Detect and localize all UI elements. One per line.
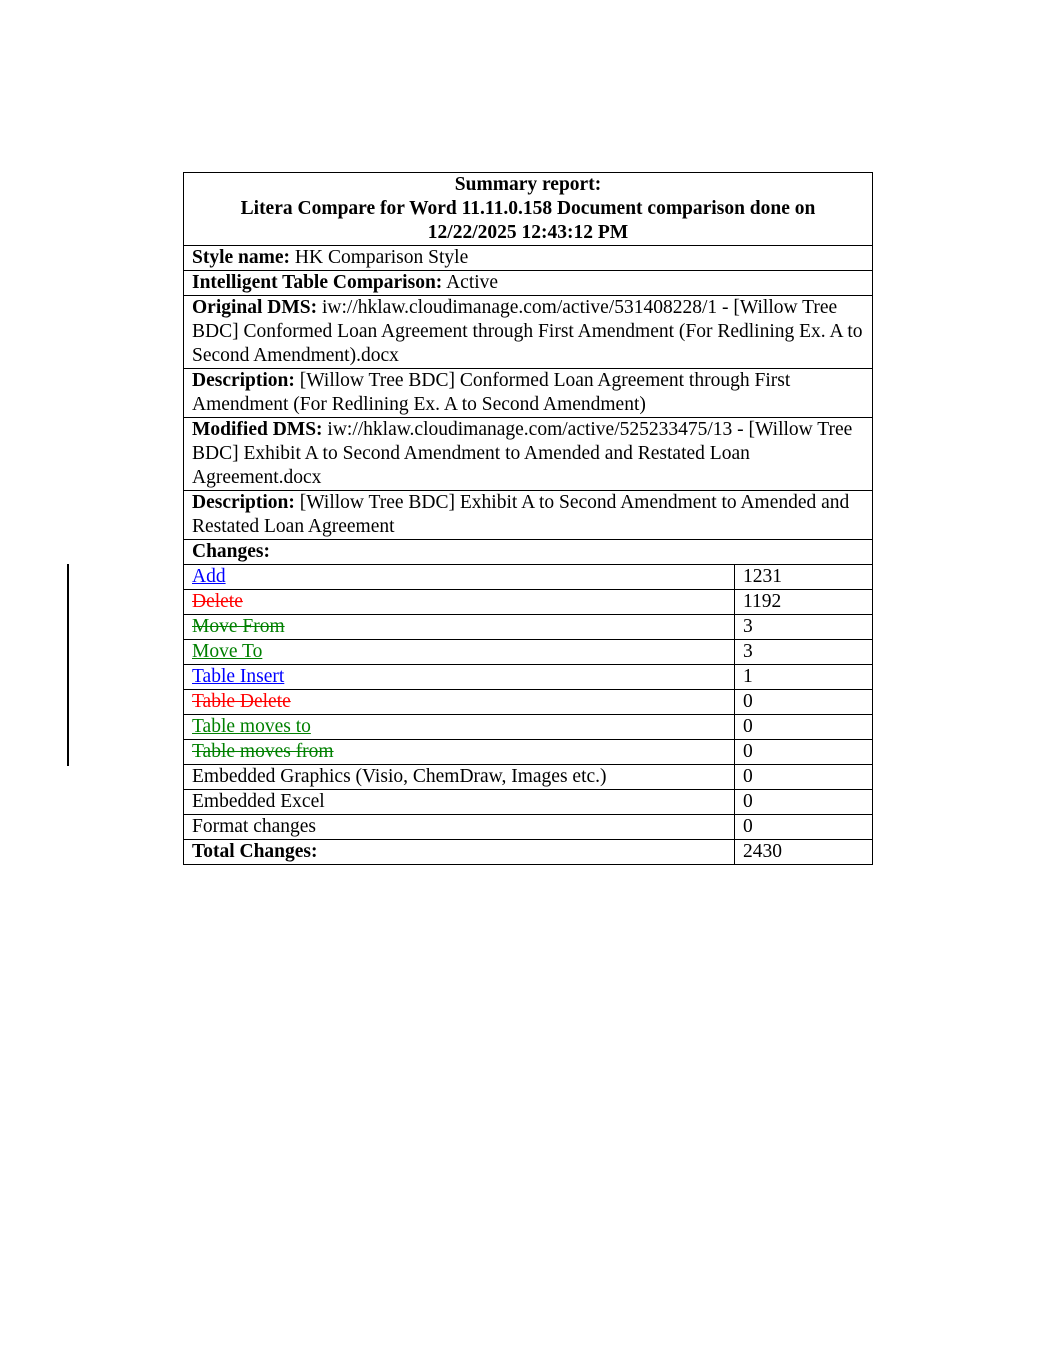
- total-label-cell: [184, 840, 735, 865]
- change-row: [184, 815, 873, 840]
- change-count: 0: [735, 790, 873, 815]
- total-row: [184, 840, 873, 865]
- total-label: Total Changes:: [192, 841, 318, 862]
- change-count: 0: [735, 815, 873, 840]
- info-row: [184, 369, 873, 418]
- change-type: Move To: [192, 641, 263, 662]
- info-label: Original DMS:: [192, 297, 318, 318]
- change-type: Table moves from: [192, 741, 334, 762]
- changes-label: Changes:: [192, 541, 271, 562]
- change-type-cell: [184, 740, 735, 765]
- change-type-cell: [184, 565, 735, 590]
- change-count: 3: [735, 615, 873, 640]
- report-header-row: [184, 173, 873, 246]
- change-type-cell: [184, 765, 735, 790]
- info-cell: [184, 271, 873, 296]
- change-bar: [67, 564, 69, 766]
- change-type: Delete: [192, 591, 243, 612]
- change-type-cell: [184, 790, 735, 815]
- info-cell: [184, 369, 873, 418]
- change-row: [184, 765, 873, 790]
- change-count: 0: [735, 740, 873, 765]
- change-row: [184, 565, 873, 590]
- change-row: [184, 615, 873, 640]
- changes-header: [184, 540, 873, 565]
- change-count: 1231: [735, 565, 873, 590]
- change-count: 0: [735, 690, 873, 715]
- change-row: [184, 690, 873, 715]
- change-type-cell: [184, 590, 735, 615]
- info-label: Intelligent Table Comparison:: [192, 272, 443, 293]
- report-date: 12/22/2025 12:43:12 PM: [427, 222, 629, 243]
- info-row: [184, 271, 873, 296]
- change-type: Move From: [192, 616, 285, 637]
- change-type-cell: [184, 815, 735, 840]
- info-label: Style name:: [192, 247, 291, 268]
- change-count: 1: [735, 665, 873, 690]
- info-label: Description:: [192, 492, 295, 513]
- info-value: Active: [442, 272, 499, 293]
- info-value: HK Comparison Style: [290, 247, 469, 268]
- change-type: Table Insert: [192, 666, 285, 687]
- change-count: 0: [735, 715, 873, 740]
- info-row: [184, 491, 873, 540]
- change-row: [184, 740, 873, 765]
- change-row: [184, 790, 873, 815]
- change-type-cell: [184, 640, 735, 665]
- change-row: [184, 590, 873, 615]
- info-cell: [184, 418, 873, 491]
- change-type: Format changes: [192, 816, 317, 837]
- info-value: iw://hklaw.cloudimanage.com/active/531408228/1 - [Willow Tree BDC] Conformed Loan Agreement through First Amendment (For Redlining Ex. A to Second Amendment).docx: [192, 297, 863, 366]
- change-type-cell: [184, 615, 735, 640]
- info-row: [184, 296, 873, 369]
- change-row: [184, 665, 873, 690]
- change-type: Embedded Graphics (Visio, ChemDraw, Images etc.): [192, 766, 607, 787]
- info-row: [184, 246, 873, 271]
- info-value: iw://hklaw.cloudimanage.com/active/525233475/13 - [Willow Tree BDC] Exhibit A to Second Amendment to Amended and Restated Loan Agreement.docx: [192, 419, 853, 488]
- change-type: Table moves to: [192, 716, 311, 737]
- change-type-cell: [184, 690, 735, 715]
- change-type: Table Delete: [192, 691, 291, 712]
- info-label: Modified DMS:: [192, 419, 323, 440]
- change-type: Embedded Excel: [192, 791, 325, 812]
- summary-report-table: [183, 172, 873, 865]
- info-cell: [184, 296, 873, 369]
- change-row: [184, 715, 873, 740]
- info-value: [Willow Tree BDC] Conformed Loan Agreement through First Amendment (For Redlining Ex. A to Second Amendment): [192, 370, 791, 415]
- change-row: [184, 640, 873, 665]
- info-row: [184, 418, 873, 491]
- total-count: 2430: [735, 840, 873, 865]
- report-title: Summary report:: [454, 174, 602, 195]
- info-cell: [184, 246, 873, 271]
- report-subtitle: Litera Compare for Word 11.11.0.158 Document comparison done on: [240, 198, 816, 219]
- change-type: Add: [192, 566, 226, 587]
- change-count: 3: [735, 640, 873, 665]
- change-count: 1192: [735, 590, 873, 615]
- info-label: Description:: [192, 370, 295, 391]
- change-type-cell: [184, 715, 735, 740]
- change-type-cell: [184, 665, 735, 690]
- changes-header-row: [184, 540, 873, 565]
- info-cell: [184, 491, 873, 540]
- info-value: [Willow Tree BDC] Exhibit A to Second Amendment to Amended and Restated Loan Agreement: [192, 492, 850, 537]
- change-count: 0: [735, 765, 873, 790]
- report-header: [184, 173, 873, 246]
